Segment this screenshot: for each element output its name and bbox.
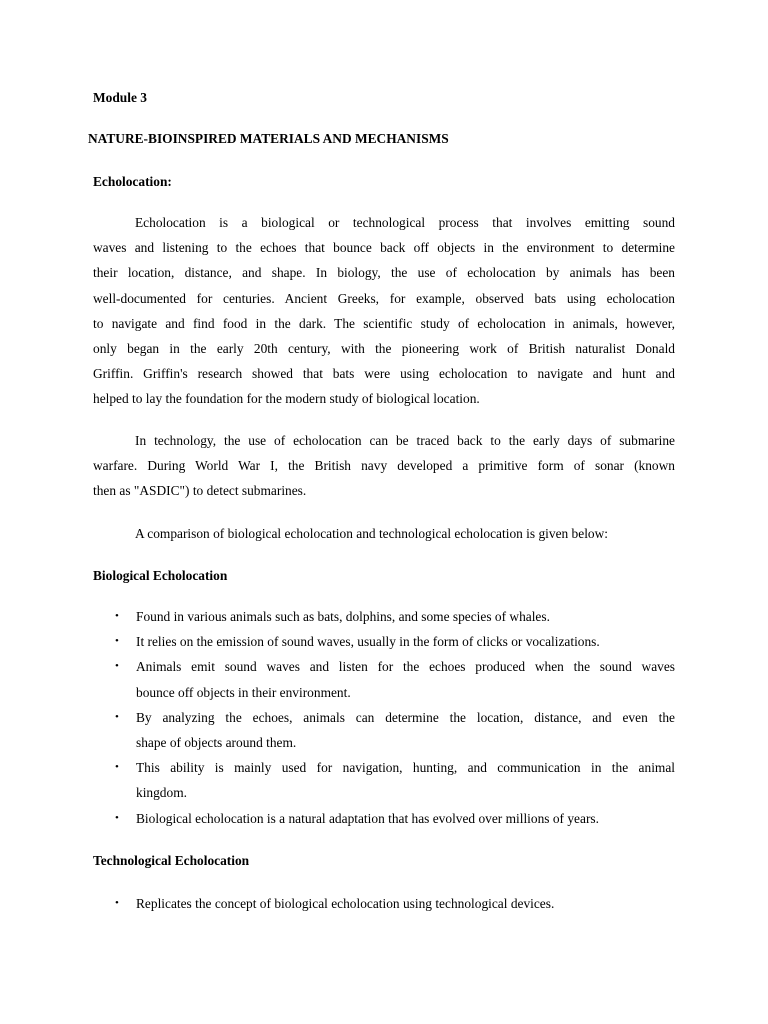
module-label: Module 3 bbox=[93, 90, 147, 105]
list-item-text: Found in various animals such as bats, dolphins, and some species of whales. bbox=[136, 609, 550, 624]
paragraph-line: then as "ASDIC") to detect submarines. bbox=[93, 483, 307, 499]
paragraph-echolocation-intro bbox=[93, 214, 675, 416]
list-item-text: shape of objects around them. bbox=[136, 734, 297, 750]
list-item-text: Biological echolocation is a natural adaptation that has evolved over millions of years. bbox=[136, 810, 599, 826]
paragraph-line: to navigate and find food in the dark. The scientific study of echolocation in animals, however, bbox=[93, 315, 675, 331]
section-heading-technological: Technological Echolocation bbox=[93, 853, 250, 868]
bullet-icon: • bbox=[115, 660, 119, 673]
list-item bbox=[93, 810, 675, 835]
list-item-text: This ability is mainly used for navigation, hunting, and communication in the animal bbox=[136, 760, 675, 776]
paragraph-line: helped to lay the foundation for the modern study of biological location. bbox=[93, 391, 480, 407]
bullet-icon: • bbox=[115, 710, 119, 723]
section-heading-echolocation: Echolocation: bbox=[93, 174, 172, 189]
list-item bbox=[93, 759, 675, 809]
list-item bbox=[93, 709, 675, 759]
paragraph-technology bbox=[93, 432, 675, 508]
paragraph-line: A comparison of biological echolocation and technological echolocation is given below: bbox=[135, 526, 609, 541]
paragraph-line: only began in the early 20th century, with the pioneering work of British naturalist Donald bbox=[93, 340, 675, 356]
paragraph-line: waves and listening to the echoes that bounce back off objects in the environment to determine bbox=[93, 240, 675, 256]
biological-bullet-list bbox=[93, 608, 675, 835]
paragraph-line: well-documented for centuries. Ancient Greeks, for example, observed bats using echolocation bbox=[93, 290, 675, 306]
list-item-text: Animals emit sound waves and listen for the echoes produced when the sound waves bbox=[136, 659, 675, 675]
document-title: NATURE-BIOINSPIRED MATERIALS AND MECHANISMS bbox=[88, 131, 449, 146]
list-item bbox=[93, 608, 675, 633]
technological-bullet-list bbox=[93, 895, 675, 920]
paragraph-line: In technology, the use of echolocation can be traced back to the early days of submarine bbox=[135, 433, 675, 448]
list-item-text: kingdom. bbox=[136, 785, 187, 801]
list-item bbox=[93, 895, 675, 920]
list-item bbox=[93, 658, 675, 708]
section-heading-biological: Biological Echolocation bbox=[93, 568, 228, 583]
paragraph-line: Echolocation is a biological or technological process that involves emitting sound bbox=[135, 215, 675, 230]
bullet-icon: • bbox=[115, 761, 119, 774]
list-item-text: By analyzing the echoes, animals can determine the location, distance, and even the bbox=[136, 709, 675, 725]
bullet-icon: • bbox=[115, 811, 119, 824]
list-item-text: bounce off objects in their environment. bbox=[136, 684, 351, 700]
paragraph-line: their location, distance, and shape. In biology, the use of echolocation by animals has been bbox=[93, 265, 675, 281]
list-item-text: It relies on the emission of sound waves, usually in the form of clicks or vocalizations. bbox=[136, 634, 600, 650]
list-item-text: Replicates the concept of biological echolocation using technological devices. bbox=[136, 896, 555, 911]
bullet-icon: • bbox=[115, 635, 119, 648]
bullet-icon: • bbox=[115, 610, 119, 622]
paragraph-line: warfare. During World War I, the British navy developed a primitive form of sonar (known bbox=[93, 458, 675, 474]
list-item bbox=[93, 633, 675, 658]
paragraph-line: Griffin. Griffin's research showed that bats were using echolocation to navigate and hunt and bbox=[93, 366, 675, 382]
paragraph-comparison bbox=[93, 525, 675, 550]
bullet-icon: • bbox=[115, 897, 119, 909]
